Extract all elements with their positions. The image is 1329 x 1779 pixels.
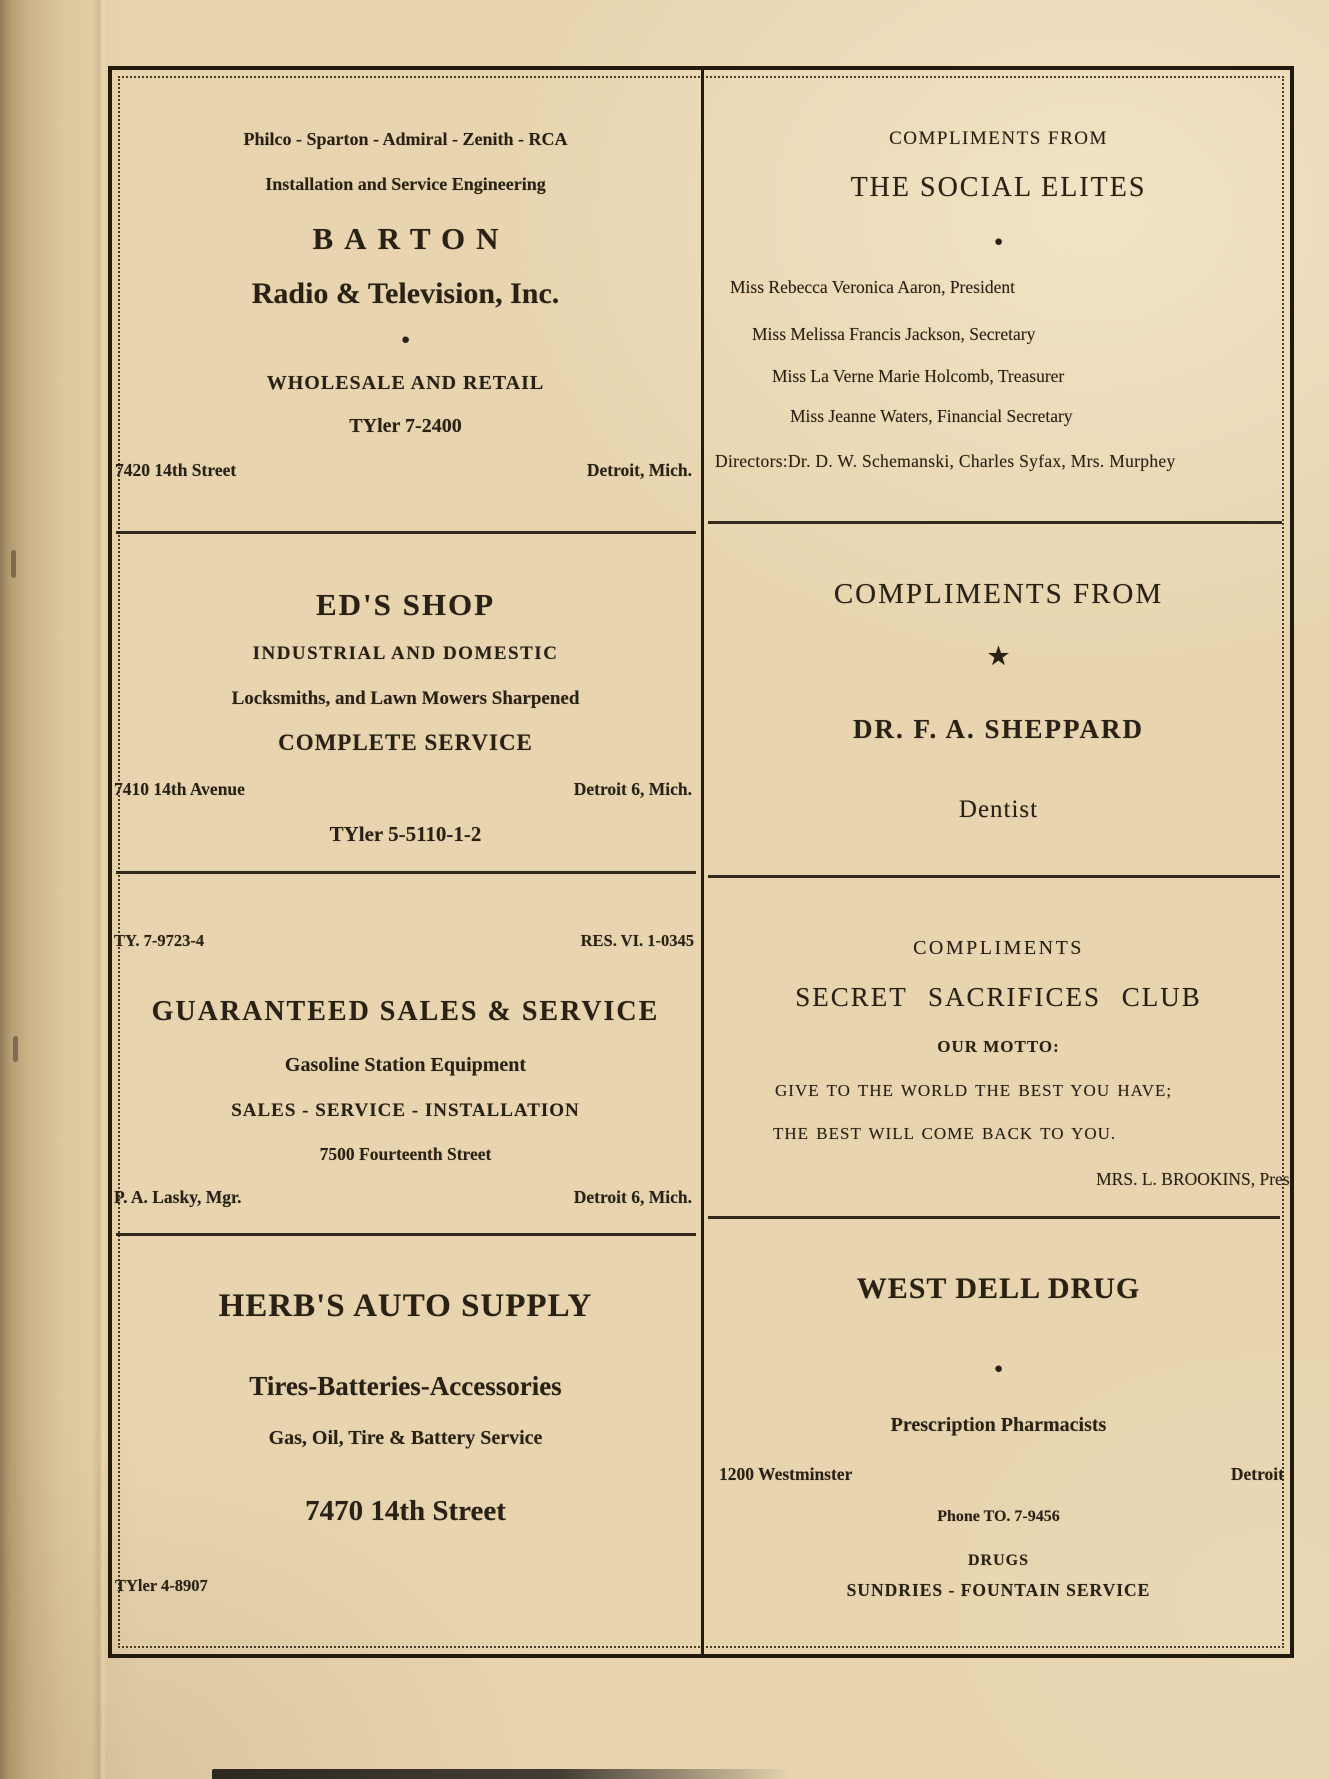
section-divider-rule xyxy=(116,871,696,874)
bullet-dot-icon: ● xyxy=(993,234,1004,250)
binding-stitch-mark xyxy=(13,1036,18,1062)
barton-wholesale-line: WHOLESALE AND RETAIL xyxy=(266,372,545,394)
secret-sacrifices-president: MRS. L. BROOKINS, Pres. xyxy=(1096,1169,1294,1189)
social-elites-club-name: THE SOCIAL ELITES xyxy=(850,172,1147,203)
bullet-dot-icon: ● xyxy=(993,1361,1004,1377)
guaranteed-line-equipment: Gasoline Station Equipment xyxy=(284,1054,527,1076)
barton-business-name: BARTON xyxy=(312,221,510,256)
section-divider-rule xyxy=(116,1233,696,1236)
barton-brand-list: Philco - Sparton - Admiral - Zenith - RCA xyxy=(243,129,568,149)
eds-shop-street-address: 7410 14th Avenue xyxy=(114,779,245,799)
social-elites-member: Miss Jeanne Waters, Financial Secretary xyxy=(790,406,1073,426)
eds-shop-city: Detroit 6, Mich. xyxy=(573,779,692,799)
west-dell-city: Detroit xyxy=(1230,1464,1284,1484)
eds-shop-complete-service: COMPLETE SERVICE xyxy=(278,730,533,755)
social-elites-member: Miss Rebecca Veronica Aaron, President xyxy=(730,277,1015,297)
scan-edge-shadow xyxy=(212,1769,792,1779)
herbs-street-address: 7470 14th Street xyxy=(305,1495,506,1527)
herbs-line-tires: Tires-Batteries-Accessories xyxy=(249,1371,562,1401)
social-elites-member: Miss La Verne Marie Holcomb, Treasurer xyxy=(772,366,1065,386)
eds-shop-line-industrial: INDUSTRIAL AND DOMESTIC xyxy=(252,643,559,664)
barton-phone: TYler 7-2400 xyxy=(349,415,462,437)
section-divider-rule xyxy=(708,521,1282,524)
herbs-business-name: HERB'S AUTO SUPPLY xyxy=(218,1288,593,1324)
west-dell-business-name: WEST DELL DRUG xyxy=(856,1272,1141,1305)
sheppard-name: DR. F. A. SHEPPARD xyxy=(852,714,1145,744)
west-dell-street-address: 1200 Westminster xyxy=(719,1464,853,1484)
west-dell-line-pharmacists: Prescription Pharmacists xyxy=(890,1414,1107,1436)
barton-city: Detroit, Mich. xyxy=(586,460,692,480)
secret-sacrifices-motto-line-1: GIVE TO THE WORLD THE BEST YOU HAVE; xyxy=(775,1081,1173,1100)
guaranteed-street-address: 7500 Fourteenth Street xyxy=(319,1144,492,1164)
guaranteed-business-name: GUARANTEED SALES & SERVICE xyxy=(151,996,660,1027)
barton-street-address: 7420 14th Street xyxy=(115,460,237,480)
section-divider-rule xyxy=(708,1216,1280,1219)
guaranteed-line-services: SALES - SERVICE - INSTALLATION xyxy=(231,1100,580,1121)
guaranteed-residence-phone: RES. VI. 1-0345 xyxy=(580,931,694,950)
sheppard-title: Dentist xyxy=(958,796,1039,823)
social-elites-directors: Directors:Dr. D. W. Schemanski, Charles Syfax, Mrs. Murphey xyxy=(715,451,1176,471)
secret-sacrifices-club-name: SECRET SACRIFICES CLUB xyxy=(795,982,1202,1012)
barton-tagline: Installation and Service Engineering xyxy=(265,174,546,194)
barton-business-name-2: Radio & Television, Inc. xyxy=(251,277,560,310)
herbs-line-gas-oil: Gas, Oil, Tire & Battery Service xyxy=(268,1427,543,1449)
binding-stitch-mark xyxy=(11,550,16,578)
section-divider-rule xyxy=(708,875,1280,878)
social-elites-heading: COMPLIMENTS FROM xyxy=(889,128,1108,149)
section-divider-rule xyxy=(116,531,696,534)
eds-shop-phone: TYler 5-5110-1-2 xyxy=(329,822,482,846)
barton-address-row xyxy=(108,460,703,480)
west-dell-phone: Phone TO. 7-9456 xyxy=(937,1508,1060,1525)
sheppard-heading: COMPLIMENTS FROM xyxy=(833,578,1164,610)
west-dell-line-drugs: DRUGS xyxy=(967,1552,1029,1569)
secret-sacrifices-heading: COMPLIMENTS xyxy=(913,937,1084,959)
bullet-dot-icon: ● xyxy=(400,332,411,348)
herbs-phone: TYler 4-8907 xyxy=(115,1576,208,1595)
west-dell-address-row xyxy=(703,1464,1294,1484)
guaranteed-manager: P. A. Lasky, Mgr. xyxy=(114,1187,242,1207)
guaranteed-city: Detroit 6, Mich. xyxy=(573,1187,692,1207)
west-dell-line-sundries: SUNDRIES - FOUNTAIN SERVICE xyxy=(846,1580,1151,1600)
star-icon: ★ xyxy=(986,641,1011,671)
guaranteed-manager-row xyxy=(108,1187,703,1207)
secret-sacrifices-motto-label: OUR MOTTO: xyxy=(937,1037,1060,1056)
social-elites-member: Miss Melissa Francis Jackson, Secretary xyxy=(752,324,1036,344)
guaranteed-phone: TY. 7-9723-4 xyxy=(114,931,205,950)
guaranteed-phones-row xyxy=(108,932,703,951)
eds-shop-line-locksmiths: Locksmiths, and Lawn Mowers Sharpened xyxy=(231,688,580,709)
eds-shop-business-name: ED'S SHOP xyxy=(315,587,496,622)
secret-sacrifices-motto-line-2: THE BEST WILL COME BACK TO YOU. xyxy=(773,1124,1117,1143)
page-gutter-crease xyxy=(92,0,106,1779)
eds-shop-address-row xyxy=(108,779,703,799)
